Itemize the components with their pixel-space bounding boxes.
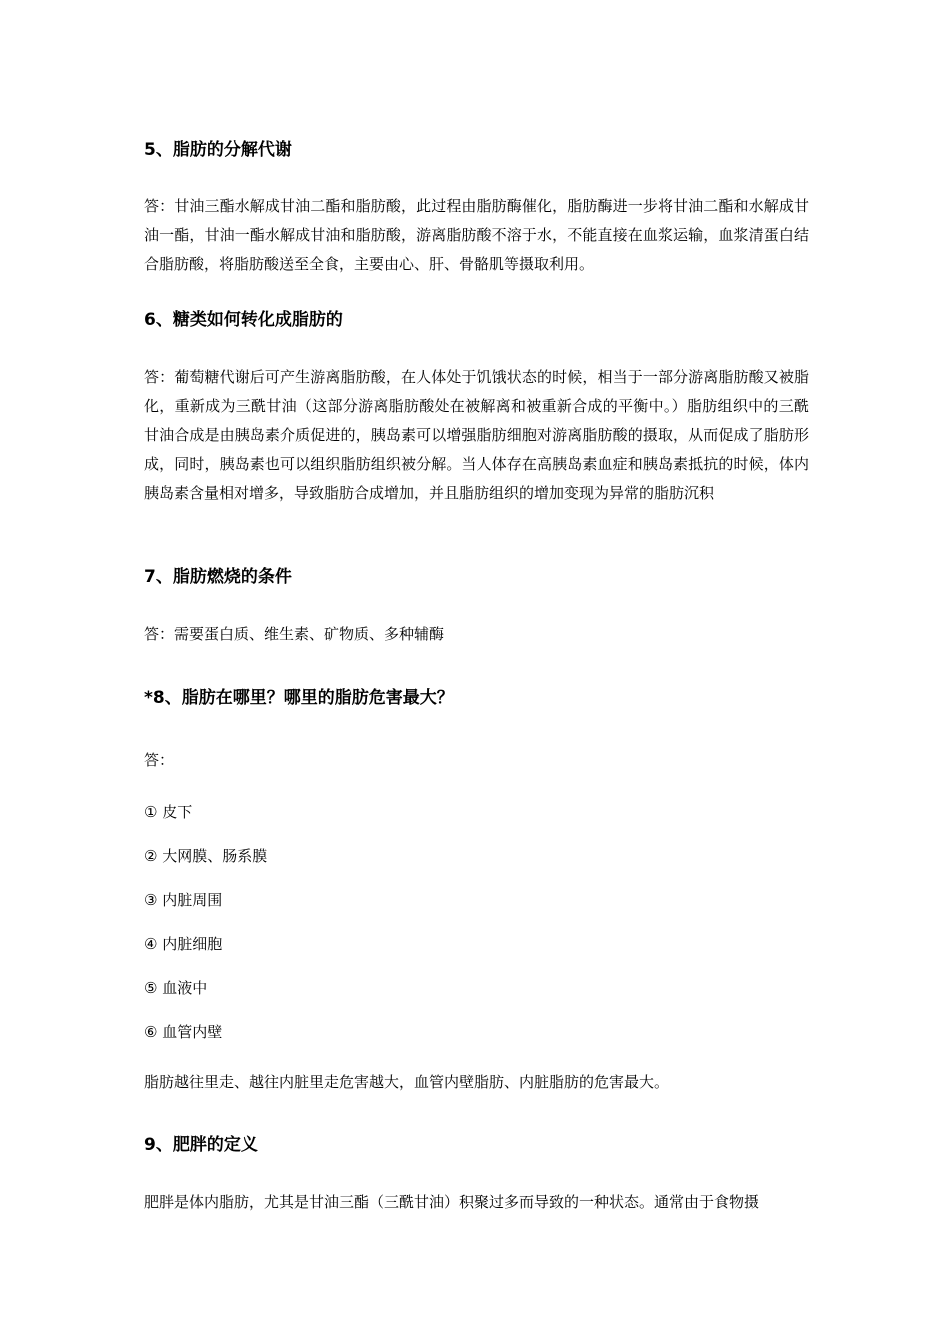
answer-7: 答：需要蛋白质、维生素、矿物质、多种辅酶	[144, 625, 445, 643]
answer-8-label: 答：	[144, 751, 175, 769]
list-item: ① 皮下	[144, 803, 193, 821]
heading-9: 9、肥胖的定义	[144, 1135, 258, 1155]
conclusion-8: 脂肪越往里走、越往内脏里走危害越大，血管内壁脂肪、内脏脂肪的危害最大。	[144, 1073, 670, 1091]
list-item: ② 大网膜、肠系膜	[144, 847, 268, 865]
heading-7: 7、脂肪燃烧的条件	[144, 567, 292, 587]
heading-8: *8、脂肪在哪里？哪里的脂肪危害最大？	[144, 688, 454, 708]
list-item: ③ 内脏周围	[144, 891, 223, 909]
answer-6: 答：葡萄糖代谢后可产生游离脂肪酸，在人体处于饥饿状态的时候，相当于一部分游离脂肪酸又被脂化，重新成为三酰甘油（这部分游离脂肪酸处在被解离和被重新合成的平衡中。）脂肪组织中的三酰甘油合成是由胰岛素介质促进的，胰岛素可以增强脂肪细胞对游离脂肪酸的摄取，从而促成了脂肪形成，同时，胰岛素也可以组织脂肪组织被分解。当人体存在高胰岛素血症和胰岛素抵抗的时候，体内胰岛素含量相对增多，导致脂肪合成增加，并且脂肪组织的增加变现为异常的脂肪沉积	[144, 368, 809, 502]
list-item: ⑤ 血液中	[144, 979, 208, 997]
answer-9: 肥胖是体内脂肪，尤其是甘油三酯（三酰甘油）积聚过多而导致的一种状态。通常由于食物摄	[144, 1193, 760, 1211]
heading-5: 5、脂肪的分解代谢	[144, 140, 292, 160]
list-item: ⑥ 血管内壁	[144, 1023, 223, 1041]
list-item: ④ 内脏细胞	[144, 935, 223, 953]
answer-5: 答：甘油三酯水解成甘油二酯和脂肪酸，此过程由脂肪酶催化，脂肪酶进一步将甘油二酯和水解成甘油一酯，甘油一酯水解成甘油和脂肪酸，游离脂肪酸不溶于水，不能直接在血浆运输，血浆清蛋白结合脂肪酸，将脂肪酸送至全食，主要由心、肝、骨骼肌等摄取利用。	[144, 197, 809, 273]
heading-6: 6、糖类如何转化成脂肪的	[144, 310, 343, 330]
